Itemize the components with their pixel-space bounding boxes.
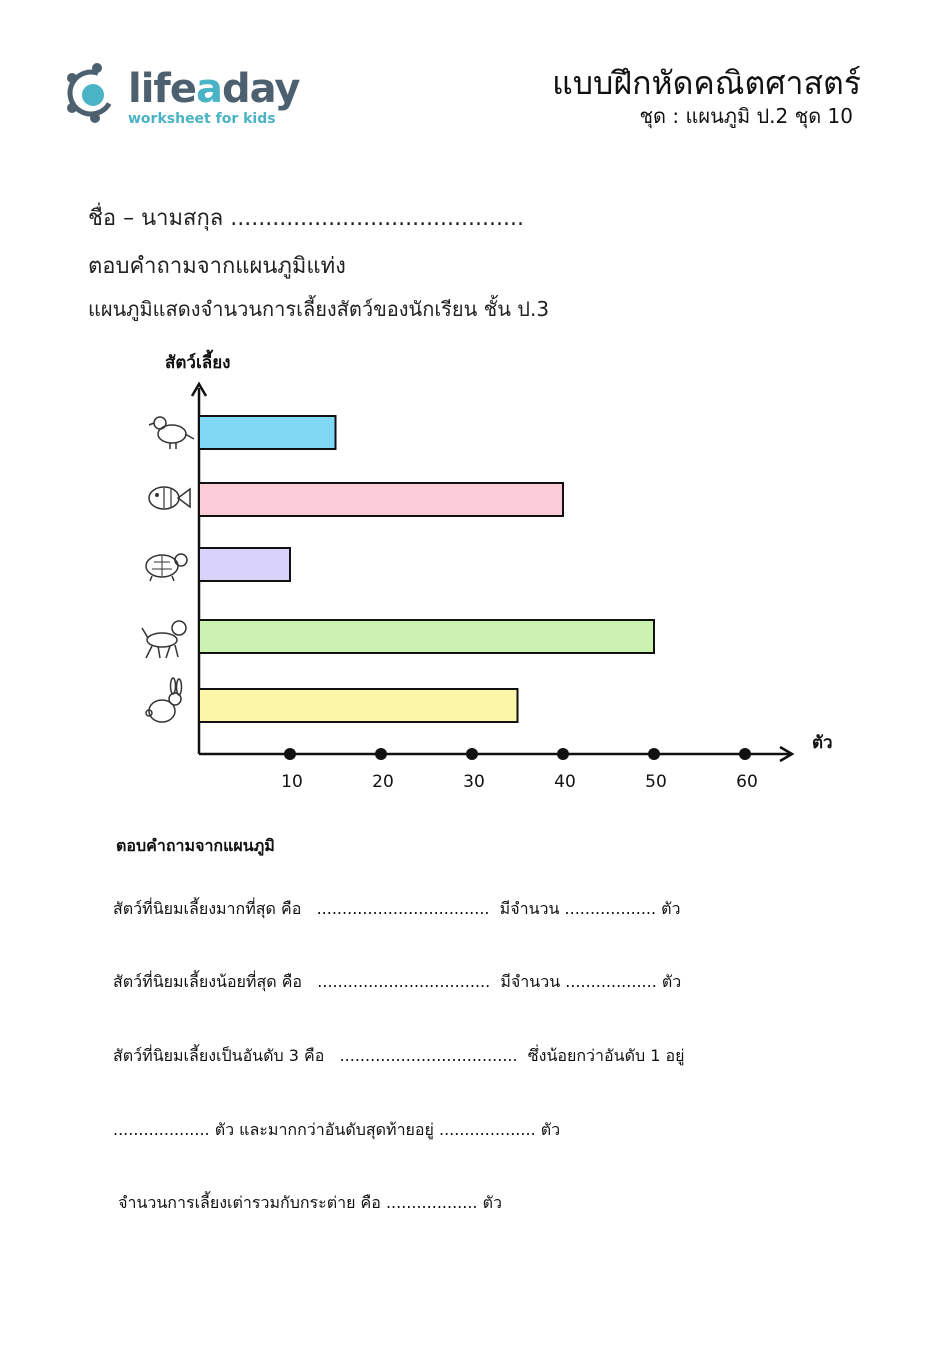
question-2: สัตว์ที่นิยมเลี้ยงน้อยที่สุด คือ .................................. มีจำนวน .................. ตัว [113,972,682,991]
bar-turtle [199,548,290,581]
question-1: สัตว์ที่นิยมเลี้ยงมากที่สุด คือ .................................. มีจำนวน .................. ตัว [113,899,681,918]
x-tick-label: 60 [736,772,758,792]
bar-bird [199,416,336,449]
y-axis-label: สัตว์เลี้ยง [165,353,231,373]
worksheet-title: แบบฝึกหัดคณิตศาสตร์ [552,64,861,102]
bar-fish [199,483,563,516]
chart-caption: แผนภูมิแสดงจำนวนการเลี้ยงสัตว์ของนักเรียน ชั้น ป.3 [88,297,550,321]
x-axis-label: ตัว [812,733,833,753]
question-3-continued: ................... ตัว และมากกว่าอันดับสุดท้ายอยู่ ................... ตัว [113,1120,561,1139]
category-icons [142,417,194,722]
turtle-icon [146,554,187,581]
rabbit-icon [146,678,182,722]
logo-wordmark: lifeaday [128,66,300,112]
x-tick-dot [557,748,569,760]
chart-bars [199,416,654,722]
x-tick-dot [466,748,478,760]
x-tick-dot [739,748,751,760]
bird-icon [149,417,194,449]
x-tick-label: 20 [372,772,394,792]
x-tick-dot [375,748,387,760]
bar-dog [199,620,654,653]
bar-rabbit [199,689,518,722]
questions-heading: ตอบคำถามจากแผนภูมิ [116,836,275,855]
worksheet-subtitle: ชุด : แผนภูมิ ป.2 ชุด 10 [639,104,853,128]
name-line: ชื่อ – นามสกุล .......................................... [88,206,524,231]
x-tick-label: 10 [281,772,303,792]
x-tick-label: 40 [554,772,576,792]
x-tick-label: 30 [463,772,485,792]
x-tick-dot [284,748,296,760]
question-3: สัตว์ที่นิยมเลี้ยงเป็นอันดับ 3 คือ ................................... ซึ่งน้อยกว่าอันดับ 1 อยู่ [113,1046,685,1065]
logo-tagline: worksheet for kids [128,111,276,127]
x-tick-label: 50 [645,772,667,792]
question-4: จำนวนการเลี้ยงเต่ารวมกับกระต่าย คือ .................. ตัว [113,1193,502,1212]
x-tick-dot [648,748,660,760]
dog-icon [142,621,186,658]
fish-icon [149,487,190,509]
instruction: ตอบคำถามจากแผนภูมิแท่ง [88,254,346,279]
